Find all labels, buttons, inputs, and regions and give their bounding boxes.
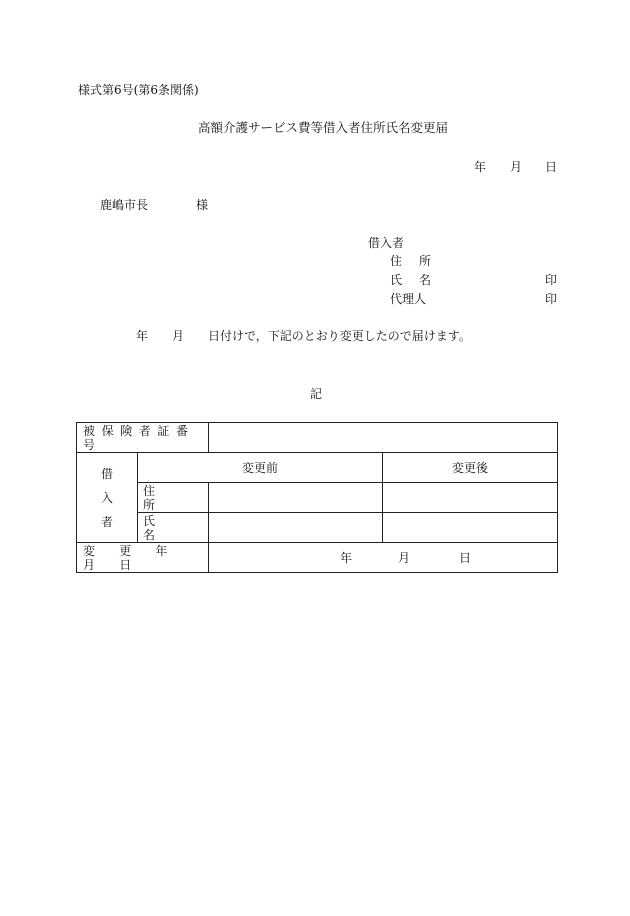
addressee-suffix: 様 — [196, 198, 209, 212]
statement-text: 日付けで，下記のとおり変更したので届けます。 — [208, 329, 471, 343]
change-date-field[interactable] — [209, 543, 558, 573]
borrower-char-3: 者 — [100, 514, 113, 529]
borrower-heading: 借入者 — [368, 236, 405, 250]
borrower-address-label: 住 所 — [390, 254, 438, 268]
agent-seal-mark: 印 — [545, 292, 558, 306]
change-day-label: 日 — [459, 551, 472, 565]
address-row-label: 住 所 — [138, 483, 209, 513]
after-header: 変更後 — [383, 453, 558, 483]
date-year-label: 年 — [474, 160, 487, 174]
borrower-name-label: 氏 名 — [390, 273, 438, 287]
change-year-label: 年 — [340, 551, 353, 565]
agent-label: 代理人 — [390, 292, 427, 306]
change-form-table — [76, 422, 558, 573]
change-header-row — [77, 453, 558, 483]
date-day-label: 日 — [545, 160, 558, 174]
note-heading: 記 — [310, 387, 323, 401]
statement-month: 月 — [172, 329, 185, 343]
addressee: 鹿嶋市長 — [100, 198, 149, 212]
change-month-label: 月 — [398, 551, 411, 565]
address-row — [77, 483, 558, 513]
borrower-char-1: 借 — [100, 466, 113, 481]
change-date-label: 変 更 年 月 日 — [77, 543, 209, 573]
insured-number-field[interactable] — [209, 423, 558, 453]
change-date-row — [77, 543, 558, 573]
name-row-label: 氏 名 — [138, 513, 209, 543]
before-header: 変更前 — [138, 453, 383, 483]
address-after-field[interactable] — [383, 483, 558, 513]
address-before-field[interactable] — [209, 483, 383, 513]
insured-number-row — [77, 423, 558, 453]
date-month-label: 月 — [510, 160, 523, 174]
insured-number-label: 被保険者証番号 — [77, 423, 209, 453]
name-seal-mark: 印 — [545, 273, 558, 287]
name-before-field[interactable] — [209, 513, 383, 543]
borrower-label-cell — [77, 453, 138, 543]
name-after-field[interactable] — [383, 513, 558, 543]
statement-year: 年 — [136, 329, 149, 343]
borrower-char-2: 入 — [100, 490, 113, 505]
form-number: 様式第6号(第6条関係) — [78, 83, 199, 97]
document-title: 高額介護サービス費等借入者住所氏名変更届 — [198, 120, 449, 135]
name-row — [77, 513, 558, 543]
